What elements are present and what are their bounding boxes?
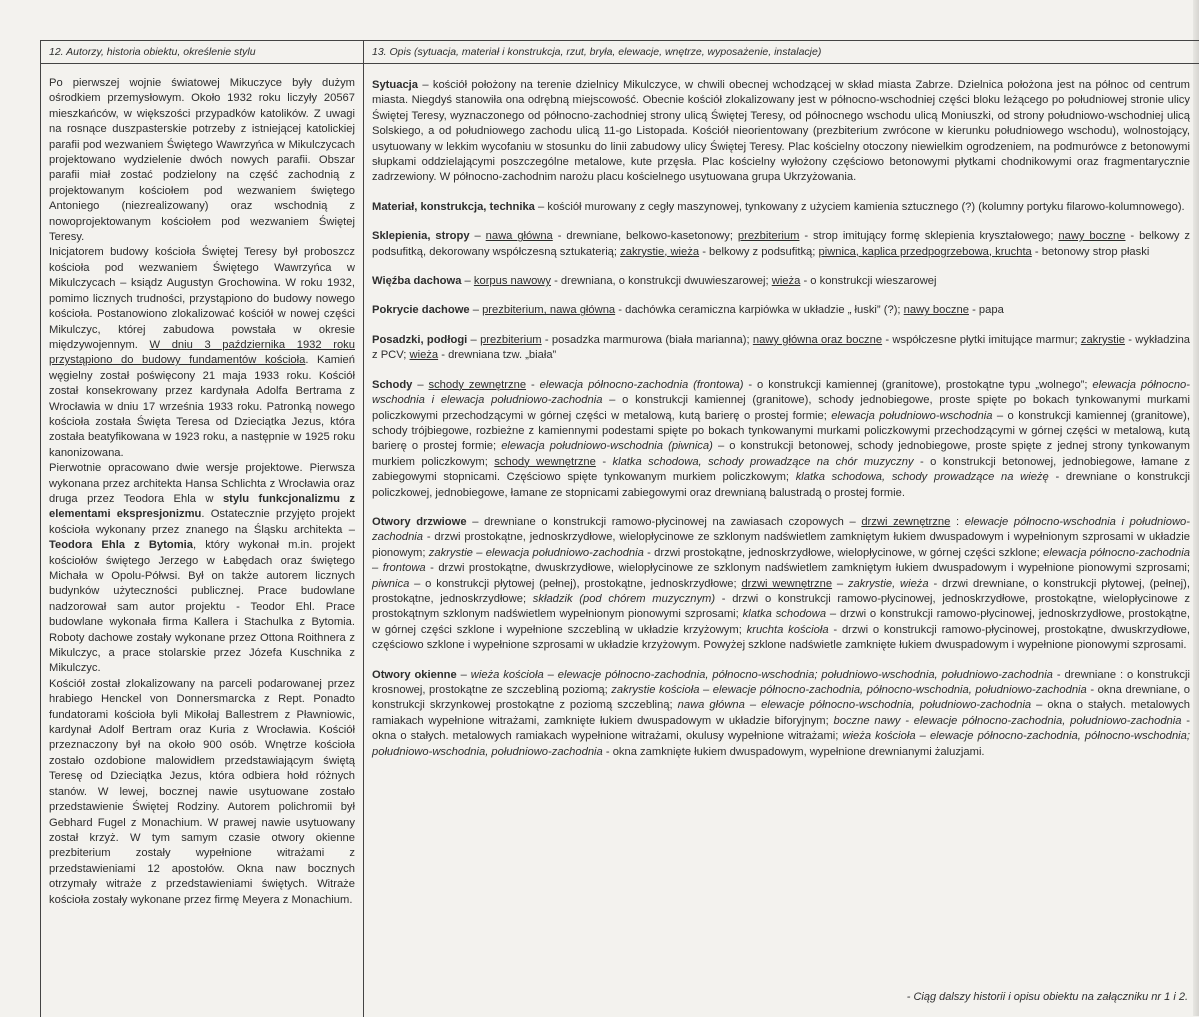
section-text: - drewniana tzw. „biała” <box>438 349 557 362</box>
section-underlined: nawy główna oraz boczne <box>752 333 883 346</box>
section-text: - <box>595 455 613 468</box>
section-text: - o konstrukcji wieszarowej <box>800 275 937 288</box>
section-text: – kościół murowany z cegły maszynowej, tynkowany z użyciem kamienia sztucznego (?) (kolumny portyku filarowo-kolumnowego). <box>534 200 1185 213</box>
description-body <box>364 64 1199 760</box>
section-text: - posadzka marmurowa (biała marianna); <box>541 333 753 346</box>
section-drzwi <box>372 515 1190 654</box>
section-underlined: schody zewnętrzne <box>428 378 527 391</box>
section-italic: elewacja południowo-wschodnia <box>831 409 993 422</box>
history-column <box>41 41 364 1017</box>
section-italic: elewacja północno-zachodnia – frontowa <box>372 546 1190 575</box>
section-label: Otwory okienne <box>372 668 457 681</box>
history-text: Pierwotnie opracowano dwie wersje projektowe. Pierwsza wykonana przez architekta Hansa Schlichta z Wrocławia oraz druga przez Teodora Ehla w <box>49 462 355 505</box>
continuation-note: - Ciąg dalszy historii i opisu obiektu na załączniku nr 1 i 2. <box>906 991 1188 1003</box>
section-underlined: korpus nawowy <box>473 275 551 288</box>
section-text: - drewniane o konstrukcji policzkowej, jednobiegowe, łamane ze stopnicami zabiegowymi oraz drewnianą balustradą o prostej formie. <box>372 471 1190 499</box>
section-label: Pokrycie dachowe <box>372 304 470 317</box>
section-italic: piwnica <box>372 577 410 590</box>
section-text: – o konstrukcji kamiennej (granitowe), schody trójbiegowe, rozbieżne z kamiennymi podestami spięte po bokach tynkowanymi murkami policzkowymi przechodzącymi w górnej części w metalową, kutą barierę o prostej formie; <box>372 409 1190 453</box>
section-text: - wykładzina z PCV; <box>372 333 1191 362</box>
section-label: Schody <box>372 378 413 391</box>
section-text: - belkowy z podsufitką, dekorowany współczesną sztukaterią; <box>372 230 1191 258</box>
section-label: Sklepienia, stropy <box>372 230 470 243</box>
section-italic: kruchta kościoła <box>746 623 829 636</box>
description-heading: 13. Opis (sytuacja, materiał i konstrukcja, rzut, bryła, elewacje, wnętrze, wyposażenie, instalacje) <box>364 41 1199 64</box>
section-italic: elewacja południowo-wschodnia (piwnica) <box>501 440 713 453</box>
section-underlined: wieża <box>771 275 801 288</box>
section-text: – o konstrukcji betonowej, schody jednobiegowe, proste spięte z jednej strony tynkowanym murkiem policzkowym; <box>372 440 1190 468</box>
section-text: – o konstrukcji kamiennej (granitowe), schody jednobiegowe, proste spięte po bokach tynkowanymi murkami policzkowymi przechodzącymi w górnej części w metalową, kutą barierę o prostej formie; <box>372 394 1190 422</box>
section-text: – <box>461 275 474 288</box>
section-italic: wieża kościoła – elewacje północno-zachodnia, północno-wschodnia; południowo-wschodnia, południowo-zachodnia <box>372 730 1191 758</box>
section-text: – <box>832 577 848 590</box>
history-text: . Kamień węgielny został poświęcony 21 maja 1933 roku. Kościół został konsekrowany przez kardynała Adolfa Bertrama z Wrocławia w dniu 17 września 1933 roku. Patronką nowego kościoła została Święta Teresa od Dzieciątka Jezus, która została beatyfikowana w 1923 roku, a następnie w 1925 roku kanonizowana. <box>49 354 355 459</box>
section-text: - strop imitujący formę sklepienia kryształowego; <box>799 230 1059 243</box>
section-text: – <box>467 333 481 346</box>
section-okna <box>372 668 1190 760</box>
section-wiezba <box>372 274 1190 289</box>
section-text: - okna zamknięte łukiem dwuspadowym, wypełnione drewnianymi żaluzjami. <box>602 745 985 758</box>
section-text: - drewniane : o konstrukcji krosnowej, prostokątne ze szczebliną poziomą; <box>372 668 1190 696</box>
section-underlined: drzwi wewnętrzne <box>741 577 833 590</box>
section-italic: elewacja północno-wschodnia i elewacja południowo-zachodnia <box>372 378 1191 407</box>
section-italic: klatka schodowa <box>742 608 827 621</box>
section-text: - belkowy z podsufitką; <box>699 245 819 258</box>
section-text: – o konstrukcji płytowej (pełnej), prostokątne, jednoskrzydłowe; <box>409 577 742 590</box>
section-label: Posadzki, podłogi <box>372 333 468 346</box>
section-italic: zakrystie kościoła – elewacje północno-zachodnia, północno-wschodnia, południowo-zachodnia <box>611 684 1087 696</box>
section-italic: elewacje północno-wschodnia i południowo-zachodnia <box>372 515 1190 544</box>
section-italic: nawa główna – elewacje północno-wschodnia, południowo-zachodnia <box>677 699 1032 712</box>
section-label: Sytuacja <box>372 79 419 91</box>
section-text: – <box>412 378 429 391</box>
section-underlined: schody wewnętrzne <box>494 455 596 468</box>
section-underlined: nawa główna <box>485 230 553 243</box>
section-text: - okna drewniane, o konstrukcji skrzynkowej prostokątne z poziomą szczebliną; <box>372 684 1190 712</box>
history-body <box>41 64 363 908</box>
section-text: – drzwi o konstrukcji ramowo-płycinowej, jednoskrzydłowe, prostokątne, w górnej części szklone i wypełnione szczebliną w układzie krzyżowym; <box>372 608 1190 636</box>
section-pokrycie <box>372 303 1190 318</box>
history-paragraph-4: Kościół został zlokalizowany na parceli podarowanej przez hrabiego Henckel von Donnersmarcka z Rept. Ponadto fundatorami kościoła byli Mikołaj Ballestrem z Pławniowic, kardynał Adolf Bertram oraz Kuria z Wrocławia. Kościół przeznaczony był na około 900 osób. Wnętrze kościoła zostało ozdobione malowidłem przedstawiającym świętą Teresę od Dzieciątka Jezus, która odbiera hołd różnych stanów. W lewej, bocznej nawie usytuowane zostało przedstawienie Świętej Rodziny. Autorem polichromii był Gebhard Fugel z Monachium. W prawej nawie usytuowany został krzyż. W tym samym czasie otwory okienne prezbiterium zostały wypełnione witrażami z przedstawieniami 12 apostołów. Okna naw bocznych otrzymały witraże z przedstawieniami świętych. Witraże kościoła zostały wykonane przez firmę Meyera z Monachium. <box>49 677 355 906</box>
description-column <box>364 41 1199 1017</box>
section-text: - drzwi prostokątne, jednoskrzydłowe, wielopłycinowe ze szklonym nadświetlem zamkniętym łukiem dwuspadowym i wypełnionym szprosami w układzie pionowym; <box>372 531 1190 559</box>
section-label: Otwory drzwiowe <box>372 515 467 528</box>
section-material <box>372 200 1190 215</box>
section-underlined: drzwi zewnętrzne <box>861 515 951 528</box>
section-label: Więźba dachowa <box>372 275 462 288</box>
section-text: - papa <box>968 304 1004 317</box>
history-paragraph-1: Po pierwszej wojnie światowej Mikuczyce były dużym ośrodkiem przemysłowym. Około 1932 roku liczyły 20567 mieszkańców, w większości przypadków katolików. Z uwagi na rosnące duszpasterskie potrzeby z istniejącej katolickiej parafii pod wezwaniem Świętego Wawrzyńca w Mikulczycach projektowano wydzielenie dwóch nowych parafii. Obszar parafii miał zostać podzielony na część zachodnią z projektowanym kościołem pod wezwaniem świętego Antoniego (niezrealizowany) oraz wschodnią z nowoprojektowanym kościołem pod wezwaniem Świętej Teresy. <box>49 77 355 244</box>
section-italic: boczne nawy - elewacje północno-zachodnia, południowo-zachodnia <box>833 714 1182 727</box>
section-sytuacja <box>372 78 1190 186</box>
history-paragraph-2 <box>49 245 355 461</box>
history-paragraph-3 <box>49 461 355 677</box>
section-italic: klatka schodowa, schody prowadzące na wieżę <box>795 471 1049 484</box>
history-bold-text: stylu funkcjonalizmu z elementami ekspresjonizmu <box>49 492 355 521</box>
history-bold-text: Teodora Ehla z Bytomia <box>49 539 193 552</box>
section-text: - drzwi prostokątne, jednoskrzydłowe, wielopłycinowe, w górnej części szklone; <box>643 546 1044 559</box>
history-heading: 12. Autorzy, historia obiektu, określenie stylu <box>41 41 363 64</box>
history-text: Inicjatorem budowy kościoła Świętej Teresy był proboszcz kościoła pod wezwaniem Świętego Wawrzyńca w Mikulczycach – ksiądz Augustyn Grochowina. W roku 1932, pomimo licznych trudności, przystąpiono do budowy nowego kościoła. Postanowiono zlokalizować kościół w nowej części Mikulczyc, której zabudowa powstała w okresie międzywojennym. <box>49 246 355 351</box>
section-underlined: prezbiterium <box>480 333 542 346</box>
section-underlined: nawy boczne <box>903 304 969 317</box>
section-text: – drewniane o konstrukcji ramowo-płycinowej na zawiasach czopowych – <box>466 515 862 528</box>
section-text: - <box>526 378 540 391</box>
section-text: - betonowy strop płaski <box>1031 245 1150 258</box>
section-text: – <box>456 668 471 681</box>
section-text: - drzwi o konstrukcji ramowo-płycinowej, prostokątne, dwuskrzydłowe, częściowo szklone i wypełnione szprosami w układzie krzyżowym. Powyżej szklone nadświetle zamknięte łukiem dwuspadowym i wypełnione pionowymi szprosami. <box>372 623 1190 652</box>
section-text: - drewniane, belkowo-kasetonowy; <box>552 230 738 243</box>
section-schody <box>372 378 1190 501</box>
section-text: - drzwi drewniane, o konstrukcji płytowej, (pełnej), prostokątne, jednoskrzydłowe; <box>372 577 1190 605</box>
section-underlined: zakrystie <box>1080 333 1125 346</box>
section-underlined: piwnica, kaplica przedpogrzebowa, kruchta <box>818 245 1032 258</box>
section-text: - okna o stałych. metalowych ramiakach wypełnione witrażami, okulusy wypełnione witrażami; <box>372 714 1190 743</box>
section-italic: zakrystie – elewacja południowo-zachodnia <box>428 546 644 559</box>
section-sklepienia <box>372 229 1190 260</box>
section-label: Materiał, konstrukcja, technika <box>372 200 535 213</box>
section-italic: wieża kościoła – elewacje północno-zachodnia, północno-wschodnia; południowo-wschodnia, południowo-zachodnia <box>470 668 1053 681</box>
history-text: , który wykonał m.in. projekt kościołów świętego Jerzego w Łabędach oraz świętego Michała w Opolu-Półwsi. Był on także autorem licznych budynków użyteczności publicznej. Prace budowlane nadzorował sam autor projektu - Teodor Ehl. Prace budowlane wykonała firma Kallera i Stachulka z Bytomia. Roboty dachowe zostały wykonane przez Ottona Roithnera z Mikulczyc, a prace stolarskie przez Józefa Kuschnika z Mikulczyc. <box>49 539 356 675</box>
section-text: – kościół położony na terenie dzielnicy Mikulczyce, w chwili obecnej wchodzącej w skład miasta Zabrze. Dzielnica położona jest na północ od centrum miasta. Niegdyś stanowiła ona odrębną miejscowość. Obecnie kościół zlokalizowany jest w północno-wschodniej części bloku leżącego po południowej stronie ulicy Świętej Teresy, wyznaczonego od północno-zachodniej strony ulicą Świętej Teresy, od północnego wschodu ulicą Moniuszki, od strony południowo-wschodniej ulicą Solskiego, a od południowego zachodu ulicą 11-go Listopada. Kościół nieorientowany (prezbiterium zwrócone w kierunku południowego wschodu), wolnostojący, usytuowany w lekkim wycofaniu w stosunku do linii zabudowy ulicy Świętej Teresy. Plac kościelny otoczony niewielkim ogrodzeniem, na podmurówce z betonowymi słupkami oddzielającymi poszczególne metalowe, kute przęsła. Plac kościelny wyłożony częściowo betonowymi płytkami chodnikowymi oraz fragmentarycznie zadrzewiony. W północno-zachodnim narożu placu kościelnego usytuowana grupa Ukrzyżowania. <box>372 79 1190 184</box>
section-underlined: zakrystie, wieża <box>620 245 700 258</box>
section-text: : <box>950 515 965 528</box>
section-italic: klatka schodowa, schody prowadzące na chór muzyczny <box>612 455 914 468</box>
section-text: - drzwi o konstrukcji ramowo-płycinowej, jednoskrzydłowe, prostokątne, wielopłycinowe z prostokątnym szklonym nadświetlem wypełnionym pionowymi szprosami; <box>372 592 1190 621</box>
section-italic: elewacja północno-zachodnia (frontowa) <box>539 378 744 391</box>
section-text: – <box>469 230 486 243</box>
section-text: - dachówka ceramiczna karpiówka w układzie „ łuski” (?); <box>615 304 904 317</box>
history-text: . Ostatecznie przyjęto projekt kościoła wykonany przez znanego na Śląsku architekta – <box>49 508 355 536</box>
history-underlined-text: W dniu 3 października 1932 roku przystąpiono do budowy fundamentów kościoła <box>49 338 355 367</box>
section-text: – okna o stałych. metalowych ramiakach wypełnione witrażami, zamknięte łukiem dwuspadowym w układzie biforyjnym; <box>372 699 1190 727</box>
section-text: - o konstrukcji betonowej, jednobiegowe, łamane z zabiegowymi stopnicami. Częściowo spięte tynkowanym murkiem policzkowym; <box>372 455 1190 484</box>
section-text: - drewniana, o konstrukcji dwuwieszarowej; <box>550 275 772 288</box>
section-text: – <box>469 304 483 317</box>
section-underlined: prezbiterium, nawa główna <box>482 304 616 317</box>
section-underlined: prezbiterium <box>737 230 800 243</box>
section-italic: zakrystie, wieża <box>847 577 929 590</box>
section-underlined: wieża <box>409 349 439 362</box>
section-text: - współczesne płytki imitujące marmur; <box>882 333 1081 346</box>
section-text: - drzwi prostokątne, dwuskrzydłowe, wielopłycinowe ze szklonym nadświetlem zamkniętym łukiem dwuspadowym i wypełnione pionowymi szprosami; <box>425 562 1190 575</box>
document-table <box>40 40 1199 1017</box>
section-italic: składzik (pod chórem muzycznym) <box>532 592 716 605</box>
section-posadzki <box>372 333 1190 364</box>
section-underlined: nawy boczne <box>1058 230 1126 243</box>
section-text: - o konstrukcji kamiennej (granitowe), prostokątne typu „wolnego”; <box>743 378 1093 391</box>
